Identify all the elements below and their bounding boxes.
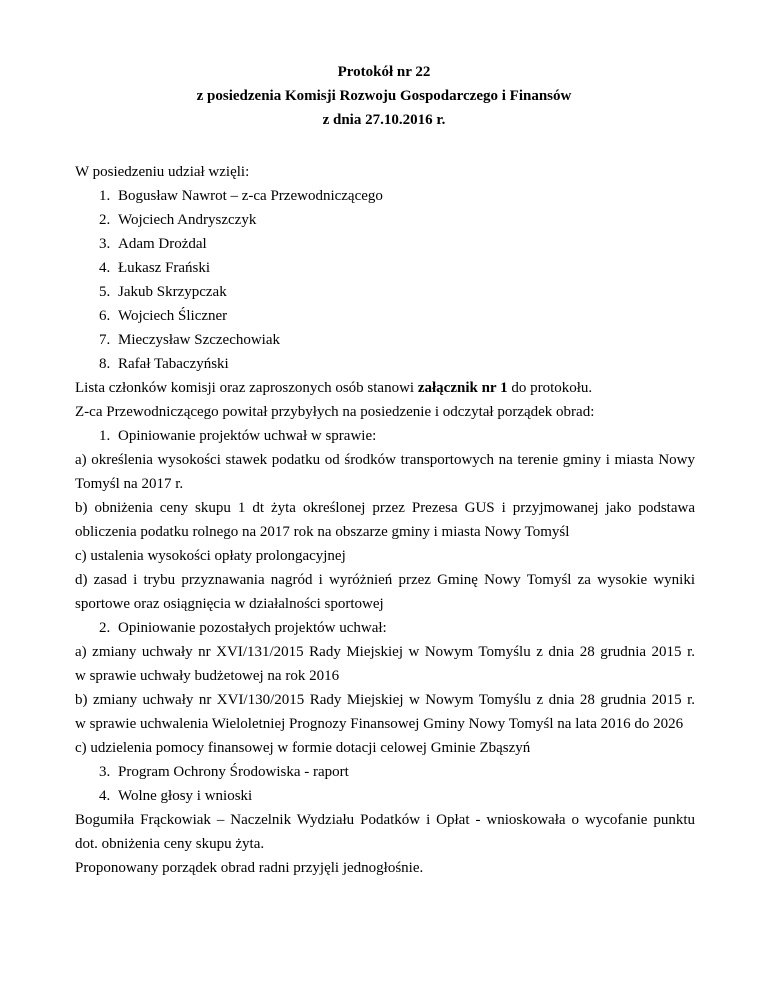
agenda-1b-line1: b) obniżenia ceny skupu 1 dt żyta określonej przez Prezesa GUS i przyjmowanej jako podstawa: [75, 500, 695, 516]
document-header: [0, 60, 768, 132]
list-item: 1. Bogusław Nawrot – z-ca Przewodniczącego: [99, 188, 383, 204]
conclusion-paragraph: Proponowany porządek obrad radni przyjęli jednogłośnie.: [75, 860, 424, 876]
attachment-reference: załącznik nr 1: [417, 380, 508, 396]
members-list: [75, 184, 695, 376]
agenda-2b-line1: b) zmiany uchwały nr XVI/130/2015 Rady Miejskiej w Nowym Tomyślu z dnia 28 grudnia 2015 r.: [75, 692, 695, 708]
attendance-intro: W posiedzeniu udział wzięli:: [75, 164, 250, 180]
attachment-note: Lista członków komisji oraz zaproszonych osób stanowi załącznik nr 1 do protokołu.: [75, 380, 593, 396]
committee-subtitle: z posiedzenia Komisji Rozwoju Gospodarczego i Finansów: [196, 88, 572, 104]
agenda-1a-line1: a) określenia wysokości stawek podatku od środków transportowych na terenie gminy i miasta Nowy: [75, 452, 695, 468]
agenda-2b-line2: w sprawie uchwalenia Wieloletniej Prognozy Finansowej Gminy Nowy Tomyśl na lata 2016 do 2026: [75, 716, 684, 732]
agenda-1c: c) ustalenia wysokości opłaty prolongacyjnej: [75, 548, 346, 564]
list-item: 7. Mieczysław Szczechowiak: [99, 332, 281, 348]
agenda-1d-line2: sportowe oraz osiągnięcia w działalności sportowej: [75, 596, 384, 612]
greeting-paragraph: Z-ca Przewodniczącego powitał przybyłych na posiedzenie i odczytał porządek obrad:: [75, 404, 595, 420]
agenda-2a-line1: a) zmiany uchwały nr XVI/131/2015 Rady Miejskiej w Nowym Tomyślu z dnia 28 grudnia 2015 r.: [75, 644, 695, 660]
protocol-title: Protokół nr 22: [337, 64, 431, 80]
list-item: 5. Jakub Skrzypczak: [99, 284, 227, 300]
agenda-1b-line2: obliczenia podatku rolnego na 2017 rok na obszarze gminy i miasta Nowy Tomyśl: [75, 524, 570, 540]
meeting-date: z dnia 27.10.2016 r.: [322, 112, 446, 128]
agenda-1a-line2: Tomyśl na 2017 r.: [75, 476, 184, 492]
agenda-item-3: 3. Program Ochrony Środowiska - raport: [99, 764, 349, 780]
motion-line2: dot. obniżenia ceny skupu żyta.: [75, 836, 265, 852]
document-body: [75, 160, 695, 880]
agenda-2c: c) udzielenia pomocy finansowej w formie dotacji celowej Gminie Zbąszyń: [75, 740, 531, 756]
agenda-item-1: 1. Opiniowanie projektów uchwał w sprawie:: [99, 428, 377, 444]
agenda-item-2: 2. Opiniowanie pozostałych projektów uchwał:: [99, 620, 387, 636]
list-item: 8. Rafał Tabaczyński: [99, 356, 229, 372]
agenda-1d-line1: d) zasad i trybu przyznawania nagród i wyróżnień przez Gminę Nowy Tomyśl za wysokie wyniki: [75, 572, 695, 588]
list-item: 4. Łukasz Frański: [99, 260, 211, 276]
list-item: 3. Adam Drożdal: [99, 236, 207, 252]
motion-line1: Bogumiła Frąckowiak – Naczelnik Wydziału Podatków i Opłat - wnioskowała o wycofanie punktu: [75, 812, 695, 828]
list-item: 6. Wojciech Śliczner: [99, 308, 228, 324]
agenda-2a-line2: w sprawie uchwały budżetowej na rok 2016: [75, 668, 340, 684]
agenda-item-4: 4. Wolne głosy i wnioski: [99, 788, 253, 804]
list-item: 2. Wojciech Andryszczyk: [99, 212, 257, 228]
